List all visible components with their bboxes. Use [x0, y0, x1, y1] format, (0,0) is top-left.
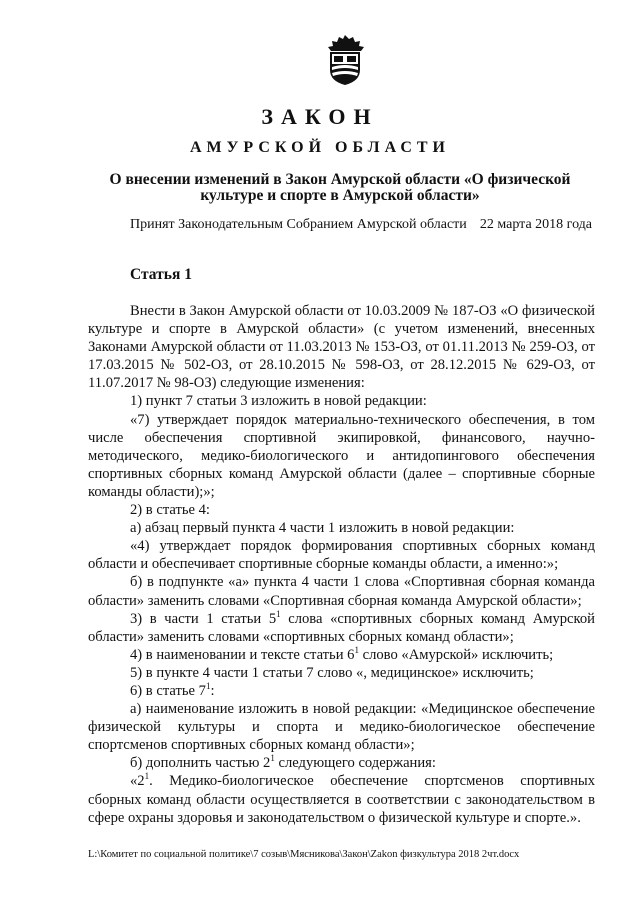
item-6b-quote-text: «2 — [130, 773, 145, 790]
item-6b-text: б) дополнить частью 2 — [130, 755, 271, 772]
item-1-quote: «7) утверждает порядок материально-технического обеспечения, в том числе обеспечения спортивной экипировкой, финансового, научно-методического, медико-биологического и антидопингового обеспечения спортивных сборных команд Амурской области (далее – спортивные сборные команды области);»; — [88, 411, 595, 500]
superscript: 1 — [205, 681, 211, 692]
item-1: 1) пункт 7 статьи 3 изложить в новой редакции: — [130, 393, 427, 410]
item-5: 5) в пункте 4 части 1 статьи 7 слово «, медицинское» исключить; — [130, 664, 534, 681]
amur-oblast-coat-of-arms-icon — [322, 34, 368, 86]
superscript: 1 — [354, 644, 359, 655]
item-4-rest: слово «Амурской» исключить; — [358, 646, 554, 663]
item-6b-quote-rest: . Медико-биологическое обеспечение спортсменов спортивных сборных команд области осуществляется в соответствии с законодательством в сфере охраны здоровья и законодательством о физической культуре и спорте.». — [88, 773, 595, 826]
item-6-text: 6) в статье 7 — [130, 682, 206, 699]
superscript: 1 — [144, 771, 150, 782]
item-3-text: 3) в части 1 статьи 5 — [130, 610, 277, 627]
adoption-line — [130, 217, 592, 233]
item-3-rest: слова «спортивных сборных команд Амурской области» заменить словами «спортивных сборных команд области»; — [88, 610, 595, 645]
item-4-text: 4) в наименовании и тексте статьи 6 — [130, 646, 355, 663]
item-2b: б) в подпункте «а» пункта 4 части 1 слова «Спортивная сборная команда области» заменить словами «Спортивная сборная команда Амурской области»; — [88, 574, 595, 609]
item-6b-rest: следующего содержания: — [274, 755, 436, 772]
adoption-text: Принят Законодательным Собранием Амурской области — [130, 217, 467, 232]
item-4 — [88, 646, 595, 664]
item-6 — [88, 682, 595, 700]
item-2: 2) в статье 4: — [130, 502, 210, 519]
item-6b — [88, 754, 595, 772]
article-body — [88, 302, 595, 827]
item-6a: а) наименование изложить в новой редакции: «Медицинское обеспечение физической культуры и спорта и медико-биологическое обеспечение спортсменов спортивных сборных команд области»; — [88, 701, 595, 754]
item-6-rest: : — [210, 682, 215, 699]
law-subject: О внесении изменений в Закон Амурской области «О физической культуре и спорте в Амурской области» — [109, 171, 571, 204]
law-title: ЗАКОН — [261, 104, 379, 129]
intro-paragraph: Внести в Закон Амурской области от 10.03.2009 № 187-ОЗ «О физической культуре и спорте в Амурской области» (с учетом изменений, внесенных Законами Амурской области от 11.03.2013 № 153-ОЗ, от 01.11.2013 № 259-ОЗ, от 17.03.2015 № 502-ОЗ, от 28.10.2015 № 598-ОЗ, от 28.12.2015 № 629-ОЗ, от 11.07.2017 № 98-ОЗ) следующие изменения: — [88, 303, 595, 392]
superscript: 1 — [270, 753, 275, 764]
item-2a-quote: «4) утверждает порядок формирования спортивных сборных команд области и обеспечивает спортивные сборные команды области, а именно:»; — [88, 538, 595, 573]
file-path-footer: L:\Комитет по социальной политике\7 созыв\Мясникова\Закон\Zakon физкультура 2018 2чт.docx — [88, 849, 520, 860]
item-6b-quote — [88, 772, 595, 826]
superscript: 1 — [276, 608, 281, 619]
item-2a: а) абзац первый пункта 4 части 1 изложить в новой редакции: — [130, 520, 515, 537]
adoption-date: 22 марта 2018 года — [479, 217, 592, 232]
region-title: АМУРСКОЙ ОБЛАСТИ — [190, 139, 450, 156]
article-heading: Статья 1 — [130, 266, 192, 283]
item-3 — [88, 610, 595, 646]
